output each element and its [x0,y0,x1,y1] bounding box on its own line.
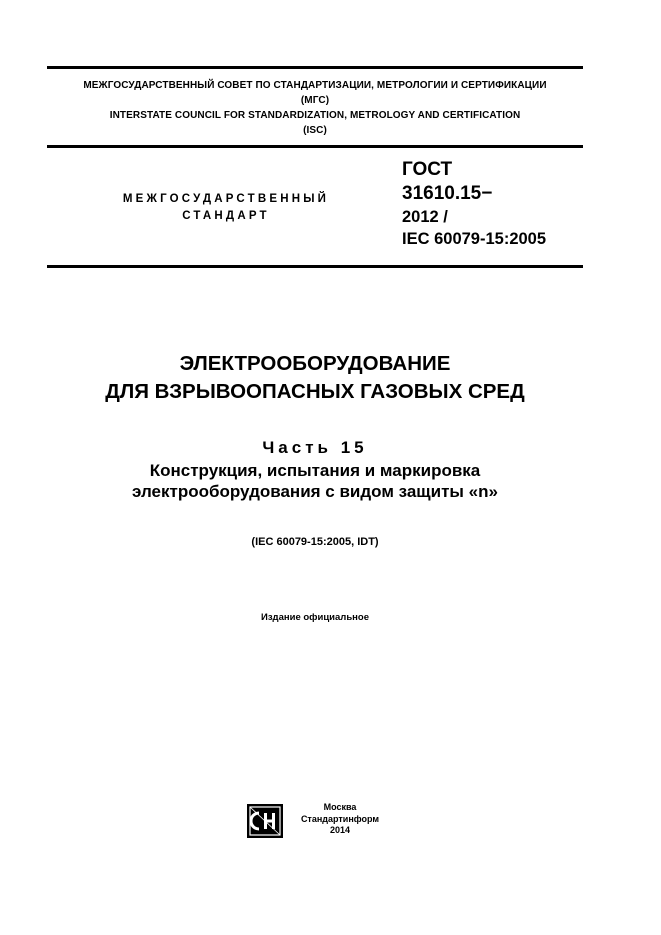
identity-note: (IEC 60079-15:2005, IDT) [251,536,379,548]
standard-designation [402,158,546,250]
designation-gost: ГОСТ [402,159,453,180]
imprint-publisher: Стандартинформ [300,813,380,824]
council-name-ru: МЕЖГОСУДАРСТВЕННЫЙ СОВЕТ ПО СТАНДАРТИЗАЦИИ, МЕТРОЛОГИИ И СЕРТИФИКАЦИИ [83,80,547,91]
bottom-rule [47,265,583,268]
imprint [290,802,390,837]
subtitle-line1: Конструкция, испытания и маркировка [149,461,481,480]
middle-rule [47,145,583,148]
standard-type-line1: МЕЖГОСУДАРСТВЕННЫЙ [122,193,330,205]
standard-type [90,191,362,225]
top-rule [47,66,583,69]
title-line2: ДЛЯ ВЗРЫВООПАСНЫХ ГАЗОВЫХ СРЕД [105,380,525,403]
standartinform-logo-icon [247,804,283,838]
title-line1: ЭЛЕКТРООБОРУДОВАНИЕ [179,352,451,375]
council-header [47,78,583,138]
council-abbr-ru: (МГС) [300,95,330,106]
designation-year: 2012 / [402,208,448,226]
part-subtitle [47,460,583,502]
document-title [47,350,583,406]
imprint-year: 2014 [329,825,351,835]
imprint-city: Москва [323,802,357,812]
council-name-en: INTERSTATE COUNCIL FOR STANDARDIZATION, METROLOGY AND CERTIFICATION [109,110,521,121]
designation-iec: IEC 60079-15:2005 [402,230,547,248]
designation-number: 31610.15− [402,183,493,204]
edition-note: Издание официальное [261,612,369,623]
standard-type-line2: СТАНДАРТ [182,210,270,222]
council-abbr-en: (ISC) [303,125,327,136]
part-label: Часть 15 [262,438,368,457]
subtitle-line2: электрооборудования с видом защиты «n» [132,482,498,501]
